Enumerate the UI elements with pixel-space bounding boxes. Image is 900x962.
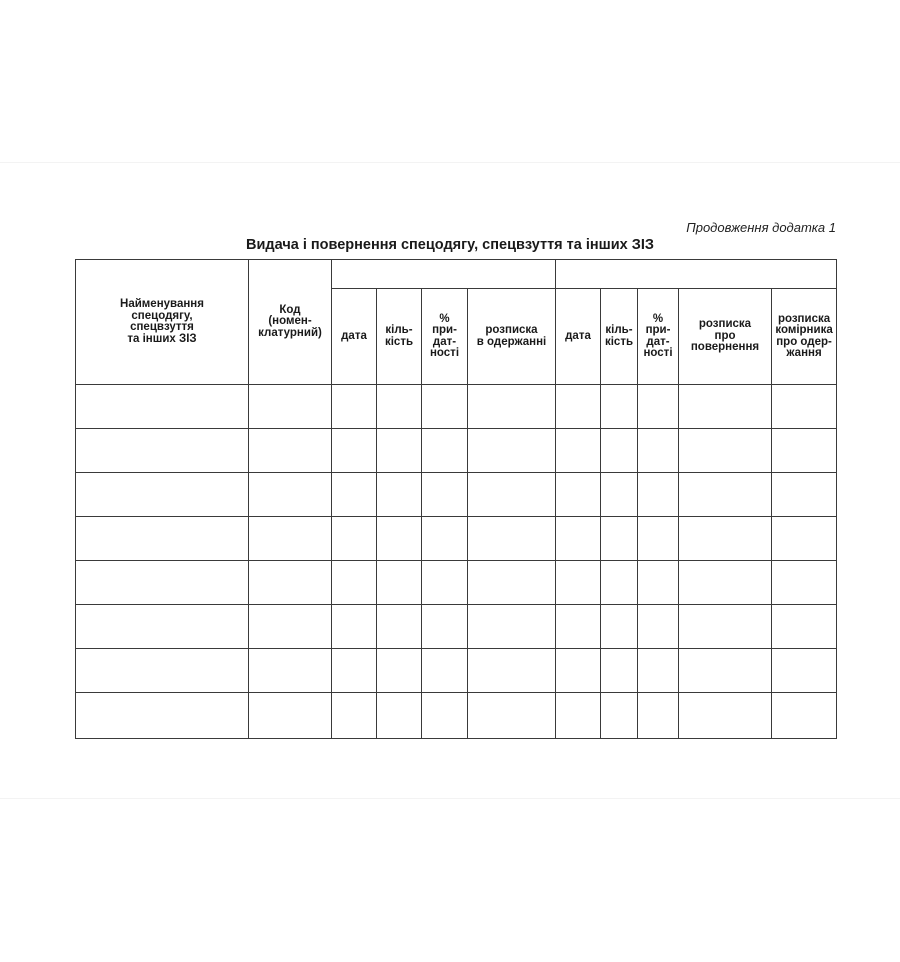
table-cell bbox=[377, 561, 422, 605]
header-return-fitness-percent: % при- дат- ності bbox=[638, 289, 679, 385]
table-cell bbox=[772, 517, 837, 561]
table-cell bbox=[679, 693, 772, 739]
table-cell bbox=[638, 693, 679, 739]
table-row bbox=[76, 649, 837, 693]
table-cell bbox=[332, 385, 377, 429]
table-row bbox=[76, 473, 837, 517]
table-row bbox=[76, 429, 837, 473]
table-cell bbox=[249, 517, 332, 561]
table-cell bbox=[377, 429, 422, 473]
header-return-date: дата bbox=[556, 289, 601, 385]
table-cell bbox=[76, 561, 249, 605]
table-cell bbox=[377, 605, 422, 649]
header-issue-receipt-signature: розписка в одержанні bbox=[468, 289, 556, 385]
header-issue-group bbox=[332, 260, 556, 289]
table-body bbox=[76, 385, 837, 739]
table-cell bbox=[679, 429, 772, 473]
table-cell bbox=[601, 473, 638, 517]
table-cell bbox=[249, 561, 332, 605]
table-cell bbox=[679, 605, 772, 649]
table-cell bbox=[377, 517, 422, 561]
table-cell bbox=[377, 473, 422, 517]
table-cell bbox=[638, 561, 679, 605]
table-cell bbox=[249, 649, 332, 693]
table-cell bbox=[332, 473, 377, 517]
table-cell bbox=[422, 693, 468, 739]
table-cell bbox=[249, 605, 332, 649]
appendix-note: Продовження додатка 1 bbox=[686, 220, 836, 235]
form-title: Видача і повернення спецодягу, спецвзуття та інших ЗІЗ bbox=[246, 237, 654, 253]
table-cell bbox=[332, 605, 377, 649]
header-row-top bbox=[76, 260, 837, 289]
table-cell bbox=[679, 517, 772, 561]
table-cell bbox=[468, 649, 556, 693]
table-cell bbox=[556, 429, 601, 473]
table-cell bbox=[76, 429, 249, 473]
table-cell bbox=[468, 385, 556, 429]
table-cell bbox=[772, 605, 837, 649]
table-cell bbox=[772, 473, 837, 517]
issue-return-table bbox=[75, 259, 837, 739]
table-cell bbox=[422, 605, 468, 649]
header-code: Код (номен- клатурний) bbox=[249, 260, 332, 385]
table-row bbox=[76, 385, 837, 429]
header-item-name: Найменування спецодягу, спецвзуття та інших ЗІЗ bbox=[76, 260, 249, 385]
table-cell bbox=[601, 385, 638, 429]
table-cell bbox=[422, 429, 468, 473]
table-cell bbox=[76, 517, 249, 561]
header-return-signature: розписка про повернення bbox=[679, 289, 772, 385]
table-cell bbox=[638, 605, 679, 649]
table-cell bbox=[332, 517, 377, 561]
table-cell bbox=[679, 561, 772, 605]
table-row bbox=[76, 517, 837, 561]
header-return-quantity: кіль- кість bbox=[601, 289, 638, 385]
table-cell bbox=[556, 561, 601, 605]
table-cell bbox=[601, 693, 638, 739]
table-cell bbox=[422, 649, 468, 693]
table-cell bbox=[249, 473, 332, 517]
table-cell bbox=[422, 473, 468, 517]
table-row bbox=[76, 693, 837, 739]
header-issue-fitness-percent: % при- дат- ності bbox=[422, 289, 468, 385]
table-cell bbox=[377, 693, 422, 739]
table-cell bbox=[772, 429, 837, 473]
table-cell bbox=[468, 605, 556, 649]
table-cell bbox=[422, 517, 468, 561]
table-cell bbox=[638, 517, 679, 561]
table-cell bbox=[601, 429, 638, 473]
header-issue-quantity: кіль- кість bbox=[377, 289, 422, 385]
table-cell bbox=[556, 693, 601, 739]
table-cell bbox=[249, 693, 332, 739]
table-cell bbox=[377, 649, 422, 693]
table-cell bbox=[468, 517, 556, 561]
header-return-group bbox=[556, 260, 837, 289]
header-storekeeper-signature: розписка комірника про одер- жання bbox=[772, 289, 837, 385]
table-cell bbox=[468, 561, 556, 605]
table-cell bbox=[468, 429, 556, 473]
table-cell bbox=[772, 693, 837, 739]
table-cell bbox=[76, 693, 249, 739]
table-cell bbox=[601, 605, 638, 649]
table-row bbox=[76, 561, 837, 605]
table-cell bbox=[76, 473, 249, 517]
table-cell bbox=[601, 517, 638, 561]
table-cell bbox=[377, 385, 422, 429]
table-cell bbox=[601, 561, 638, 605]
table-cell bbox=[332, 693, 377, 739]
table-cell bbox=[556, 473, 601, 517]
table-cell bbox=[76, 649, 249, 693]
table-cell bbox=[679, 385, 772, 429]
table-cell bbox=[332, 561, 377, 605]
table-cell bbox=[422, 385, 468, 429]
table-cell bbox=[638, 385, 679, 429]
table-cell bbox=[556, 517, 601, 561]
table-cell bbox=[249, 385, 332, 429]
table-cell bbox=[638, 473, 679, 517]
table-row bbox=[76, 605, 837, 649]
table-cell bbox=[468, 693, 556, 739]
table-cell bbox=[76, 605, 249, 649]
table-cell bbox=[422, 561, 468, 605]
table-cell bbox=[249, 429, 332, 473]
table-cell bbox=[556, 605, 601, 649]
table-cell bbox=[772, 649, 837, 693]
table-cell bbox=[772, 561, 837, 605]
table-cell bbox=[679, 473, 772, 517]
table-cell bbox=[601, 649, 638, 693]
table-cell bbox=[332, 429, 377, 473]
table-cell bbox=[556, 649, 601, 693]
table-cell bbox=[679, 649, 772, 693]
table-cell bbox=[556, 385, 601, 429]
table-cell bbox=[638, 429, 679, 473]
header-issue-date: дата bbox=[332, 289, 377, 385]
table-cell bbox=[638, 649, 679, 693]
table-cell bbox=[772, 385, 837, 429]
table-cell bbox=[332, 649, 377, 693]
table-cell bbox=[468, 473, 556, 517]
table-cell bbox=[76, 385, 249, 429]
